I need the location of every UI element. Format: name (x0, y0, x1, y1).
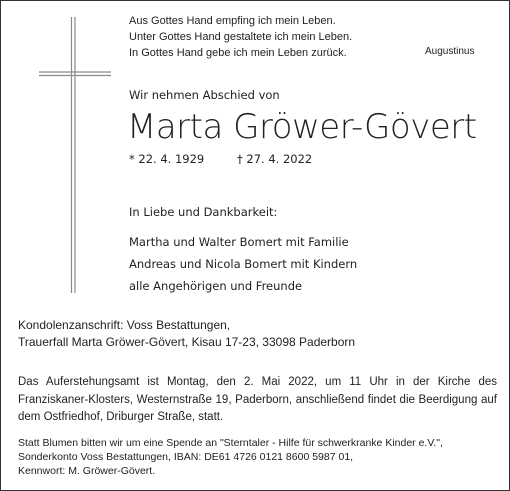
quote-line: Unter Gottes Hand gestaltete ich mein Leben. (129, 31, 353, 43)
birth-date: * 22. 4. 1929 (129, 152, 205, 166)
intro-text: Wir nehmen Abschied von (129, 88, 280, 102)
donation-line: Sonderkonto Voss Bestattungen, IBAN: DE61 4726 0121 8600 5987 01, (18, 451, 354, 463)
mourner-line: Andreas und Nicola Bomert mit Kindern (129, 257, 358, 271)
deceased-name: Marta Gröwer-Gövert (127, 107, 477, 147)
condolence-line: Trauerfall Marta Gröwer-Gövert, Kisau 17-23, 33098 Paderborn (18, 335, 356, 349)
condolence-address (18, 317, 355, 351)
bible-quote (129, 13, 352, 61)
quote-line: In Gottes Hand gebe ich mein Leben zurück. (129, 47, 347, 59)
donation-info (18, 436, 443, 478)
condolence-line: Kondolenzanschrift: Voss Bestattungen, (18, 318, 231, 332)
mourner-line: alle Angehörigen und Freunde (129, 279, 303, 293)
death-date: † 27. 4. 2022 (237, 152, 313, 166)
quote-author: Augustinus (425, 46, 475, 57)
quote-line: Aus Gottes Hand empfing ich mein Leben. (129, 15, 336, 27)
cross-icon (39, 17, 111, 293)
life-dates (129, 152, 313, 166)
donation-line: Statt Blumen bitten wir um eine Spende an "Sterntaler - Hilfe für schwerkranke Kinder e.V.", (18, 437, 443, 449)
mourner-line: Martha und Walter Bomert mit Familie (129, 235, 349, 249)
donation-line: Kennwort: M. Gröwer-Gövert. (18, 465, 156, 477)
gratitude-text: In Liebe und Dankbarkeit: (129, 205, 278, 219)
mourners-list (129, 231, 357, 297)
service-info: Das Auferstehungsamt ist Montag, den 2. Mai 2022, um 11 Uhr in der Kirche des Franziskaner-Klosters, Westernstraße 19, Paderborn, anschließend findet die Beerdigung auf dem Ostfriedhof, Driburger Straße, statt. (18, 376, 497, 423)
